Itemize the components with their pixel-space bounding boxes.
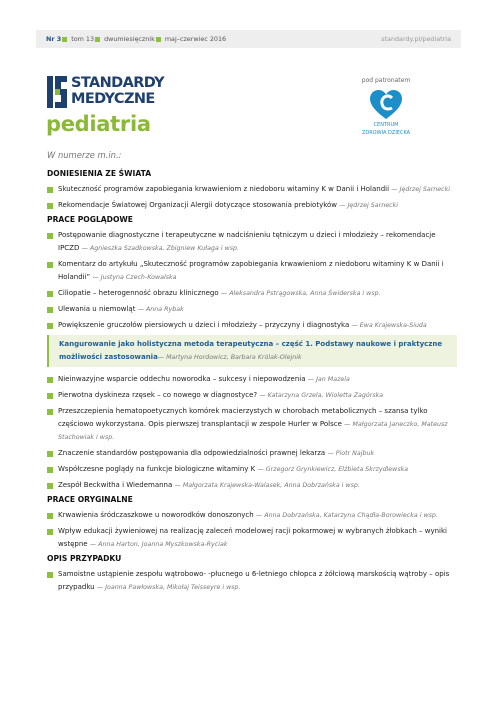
green-bullet-icon xyxy=(47,467,53,473)
logo-mark-icon xyxy=(47,76,67,108)
list-item[interactable] xyxy=(47,463,457,476)
list-item[interactable] xyxy=(47,319,457,332)
article-title: Zespół Beckwitha i Wiedemanna xyxy=(58,481,173,489)
list-item[interactable] xyxy=(47,479,457,492)
article-title: Krwawienia śródczaszkowe u noworodków donoszonych xyxy=(58,511,254,519)
article-authors: — Małgorzata Janeczko, Mateusz Stachowiak i wsp. xyxy=(58,421,448,441)
list-item[interactable] xyxy=(47,183,457,196)
featured-article-authors: — Martyna Hordowicz, Barbara Królak-Olejnik xyxy=(157,354,302,361)
article-title: Skuteczność programów zapobiegania krwawieniom z niedoboru witaminy K w Danii i Holandii xyxy=(58,185,390,193)
list-item[interactable] xyxy=(47,258,457,284)
article-title: Współczesne poglądy na funkcje biologiczne witaminy K xyxy=(58,465,256,473)
green-bullet-icon xyxy=(47,572,53,578)
green-bullet-icon xyxy=(47,529,53,535)
logo-text-medyczne: MEDYCZNE xyxy=(71,91,155,107)
article-authors: — Piotr Najbuk xyxy=(327,450,375,457)
article-title: Postępowanie diagnostyczne i terapeutyczne w nadciśnieniu tętniczym u dzieci i młodzieży – rekomendacje IPCZD xyxy=(58,231,436,252)
article-authors: — Justyna Czech-Kowalska xyxy=(92,274,177,281)
list-item[interactable] xyxy=(47,303,457,316)
article-authors: — Jędrzej Sarnecki xyxy=(391,186,451,193)
article-title: Ulewania u niemowląt xyxy=(58,305,136,313)
section-title: PRACE ORYGINALNE xyxy=(47,495,133,504)
featured-article[interactable] xyxy=(47,335,457,367)
list-item[interactable] xyxy=(47,568,457,594)
list-item[interactable] xyxy=(47,199,457,212)
green-bullet-icon xyxy=(47,513,53,519)
logo-text-standardy: STANDARDY xyxy=(71,75,165,91)
article-title: Pierwotna dyskineza rzęsek – co nowego w diagnostyce? xyxy=(58,391,258,399)
green-square-icon xyxy=(62,37,67,42)
list-item[interactable] xyxy=(47,447,457,460)
article-authors: — Agnieszka Szadkowska, Zbigniew Kułaga i wsp. xyxy=(81,245,239,252)
article-title: Wpływ edukacji żywieniowej na realizację zaleceń modelowej racji pokarmowej w wybranych żłobkach – wyniki wstępne xyxy=(58,527,447,548)
green-bullet-icon xyxy=(47,187,53,193)
green-bullet-icon xyxy=(47,262,53,268)
issue-period: maj–czerwiec 2016 xyxy=(164,35,227,43)
patronage-block xyxy=(346,77,426,136)
czd-heart-icon xyxy=(369,89,403,121)
list-item[interactable] xyxy=(47,287,457,300)
section-title: OPIS PRZYPADKU xyxy=(47,554,122,563)
article-authors: — Jędrzej Sarnecki xyxy=(339,202,398,209)
article-title: Rekomendacje Światowej Organizacji Alergii dotyczące stosowania prebiotyków xyxy=(58,201,338,209)
patronage-org-line1: CENTRUM xyxy=(373,122,399,128)
article-title: Przeszczepienia hematopoetycznych komórek macierzystych w chorobach metabolicznych – szansa tylko częściowo wykorzystana. Opis pierwszej transplantacji w zespole Hurler w Polsce xyxy=(58,407,428,428)
issue-volume: tom 13 xyxy=(71,35,95,43)
article-title: Komentarz do artykułu „Skuteczność programów zapobiegania krwawieniom z niedoboru witaminy K w Danii i Holandii” xyxy=(58,260,444,281)
journal-subtitle: pediatria xyxy=(46,112,151,136)
list-item[interactable] xyxy=(47,389,457,402)
green-bullet-icon xyxy=(47,451,53,457)
patronage-org-line2: ZDROWIA DZIECKA xyxy=(361,129,411,136)
article-authors: — Grzegorz Grynkiewicz, Elżbieta Skrzydlewska xyxy=(257,466,409,473)
green-bullet-icon xyxy=(47,409,53,415)
article-authors: — Ewa Krajewska-Siuda xyxy=(351,322,427,329)
article-authors: — Katarzyna Grzela, Wioletta Zagórska xyxy=(259,392,384,399)
list-item[interactable] xyxy=(47,525,457,551)
issue-number: Nr 3 xyxy=(46,35,62,43)
contents-intro: W numerze m.in.: xyxy=(47,150,122,160)
green-bullet-icon xyxy=(47,291,53,297)
article-authors: — Anna Harton, Joanna Myszkowska-Ryciak xyxy=(89,541,228,548)
issue-frequency: dwumiesięcznik xyxy=(104,35,155,43)
article-authors: — Jan Mazela xyxy=(307,376,350,383)
green-bullet-icon xyxy=(47,377,53,383)
article-authors: — Anna Rybak xyxy=(137,306,184,313)
standardy-medyczne-logo xyxy=(47,76,207,108)
green-bullet-icon xyxy=(47,307,53,313)
issue-header-bar xyxy=(36,30,461,48)
green-bullet-icon xyxy=(47,203,53,209)
article-title: Ciliopatie – heterogenność obrazu klinicznego xyxy=(58,289,219,297)
green-bullet-icon xyxy=(47,323,53,329)
list-item[interactable] xyxy=(47,509,457,522)
issue-info xyxy=(46,35,226,43)
article-title: Znaczenie standardów postępowania dla odpowiedzialności prawnej lekarza xyxy=(58,449,326,457)
article-authors: — Aleksandra Pstrągowska, Anna Świderska i wsp. xyxy=(220,290,381,297)
green-bullet-icon xyxy=(47,483,53,489)
green-bullet-icon xyxy=(47,393,53,399)
section-title: DONIESIENIA ZE ŚWIATA xyxy=(47,169,152,178)
article-authors: — Anna Dobrzańska, Katarzyna Chądła-Borowiecka i wsp. xyxy=(255,512,438,519)
article-authors: — Małgorzata Krajewska-Walasek, Anna Dobrzańska i wsp. xyxy=(174,482,360,489)
list-item[interactable] xyxy=(47,405,457,444)
green-bullet-icon xyxy=(47,233,53,239)
patronage-label: pod patronatem xyxy=(361,77,411,84)
article-title: Samoistne ustąpienie zespołu wątrobowo- -płucnego u 6-letniego chłopca z żółciową marskością wątroby – opis przypadku xyxy=(58,570,450,591)
table-of-contents xyxy=(47,166,457,597)
green-square-icon xyxy=(156,37,161,42)
article-title: Powiększenie gruczołów piersiowych u dzieci i młodzieży – przyczyny i diagnostyka xyxy=(58,321,350,329)
list-item[interactable] xyxy=(47,229,457,255)
journal-url[interactable]: standardy.pl/pediatria xyxy=(381,35,451,43)
green-square-icon xyxy=(95,37,100,42)
section-title: PRACE POGLĄDOWE xyxy=(47,215,133,224)
featured-article-title: Kangurowanie jako holistyczna metoda terapeutyczna – część 1. Podstawy naukowe i praktyczne możliwości zastosowania xyxy=(59,340,443,361)
list-item[interactable] xyxy=(47,373,457,386)
article-title: Nieinwazyjne wsparcie oddechu noworodka – sukcesy i niepowodzenia xyxy=(58,375,306,383)
article-authors: — Joanna Pawłowska, Mikołaj Teisseyre i wsp. xyxy=(96,584,241,591)
